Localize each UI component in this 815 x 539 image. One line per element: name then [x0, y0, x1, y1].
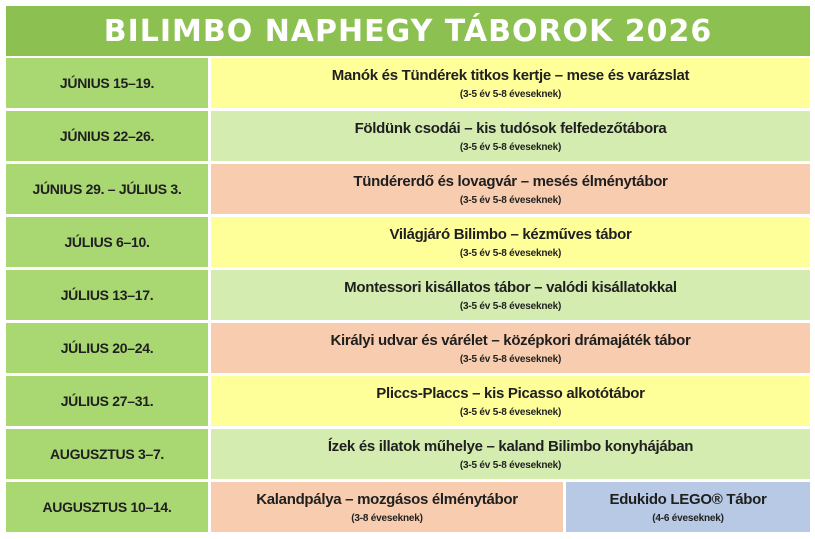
camp-ages: (3-5 év 5-8 éveseknek)	[459, 247, 562, 259]
date-cell: JÚNIUS 29. – JÚLIUS 3.	[6, 164, 208, 214]
date-cell: AUGUSZTUS 10–14.	[6, 482, 208, 532]
camp-cell	[211, 111, 810, 161]
date-cell: JÚNIUS 15–19.	[6, 58, 208, 108]
table-row	[6, 482, 810, 532]
camp-name: Edukido LEGO® Tábor	[609, 490, 767, 508]
camp-name: Montessori kisállatos tábor – valódi kisállatokkal	[344, 278, 677, 296]
date-cell: AUGUSZTUS 3–7.	[6, 429, 208, 479]
table-row	[6, 58, 810, 108]
camp-name: Kalandpálya – mozgásos élménytábor	[256, 490, 518, 508]
camp-cell	[211, 482, 563, 532]
date-cell: JÚLIUS 20–24.	[6, 323, 208, 373]
camp-name: Manók és Tündérek titkos kertje – mese és varázslat	[331, 66, 690, 84]
date-cell: JÚLIUS 6–10.	[6, 217, 208, 267]
camp-ages: (3-8 éveseknek)	[351, 512, 423, 524]
camp-ages: (3-5 év 5-8 éveseknek)	[459, 88, 562, 100]
camp-name: Földünk csodái – kis tudósok felfedezőtábora	[354, 119, 667, 137]
camp-cell	[211, 270, 810, 320]
camp-ages: (4-6 éveseknek)	[652, 512, 724, 524]
camp-name: Királyi udvar és várélet – középkori drámajáték tábor	[330, 331, 691, 349]
camp-cell	[211, 429, 810, 479]
camp-cell	[211, 58, 810, 108]
date-cell: JÚLIUS 13–17.	[6, 270, 208, 320]
camp-cell	[566, 482, 810, 532]
camp-cell	[211, 323, 810, 373]
camp-name: Tündérerdő és lovagvár – mesés élménytábor	[353, 172, 668, 190]
camp-ages: (3-5 év 5-8 éveseknek)	[459, 459, 562, 471]
camp-cell	[211, 164, 810, 214]
date-cell: JÚNIUS 22–26.	[6, 111, 208, 161]
camp-ages: (3-5 év 5-8 éveseknek)	[459, 141, 562, 153]
date-cell: JÚLIUS 27–31.	[6, 376, 208, 426]
table-row	[6, 111, 810, 161]
camp-ages: (3-5 év 5-8 éveseknek)	[459, 353, 562, 365]
table-row	[6, 217, 810, 267]
table-row	[6, 429, 810, 479]
page-title: BILIMBO NAPHEGY TÁBOROK 2026	[6, 6, 810, 56]
camp-ages: (3-5 év 5-8 éveseknek)	[459, 406, 562, 418]
camp-ages: (3-5 év 5-8 éveseknek)	[459, 300, 562, 312]
camp-name: Ízek és illatok műhelye – kaland Bilimbo konyhájában	[327, 437, 694, 455]
table-row	[6, 323, 810, 373]
camp-cell	[211, 217, 810, 267]
table-row	[6, 164, 810, 214]
camp-name: Világjáró Bilimbo – kézműves tábor	[389, 225, 632, 243]
camp-ages: (3-5 év 5-8 éveseknek)	[459, 194, 562, 206]
table-row	[6, 376, 810, 426]
camp-cell	[211, 376, 810, 426]
table-row	[6, 270, 810, 320]
camp-name: Pliccs-Placcs – kis Picasso alkotótábor	[376, 384, 645, 402]
